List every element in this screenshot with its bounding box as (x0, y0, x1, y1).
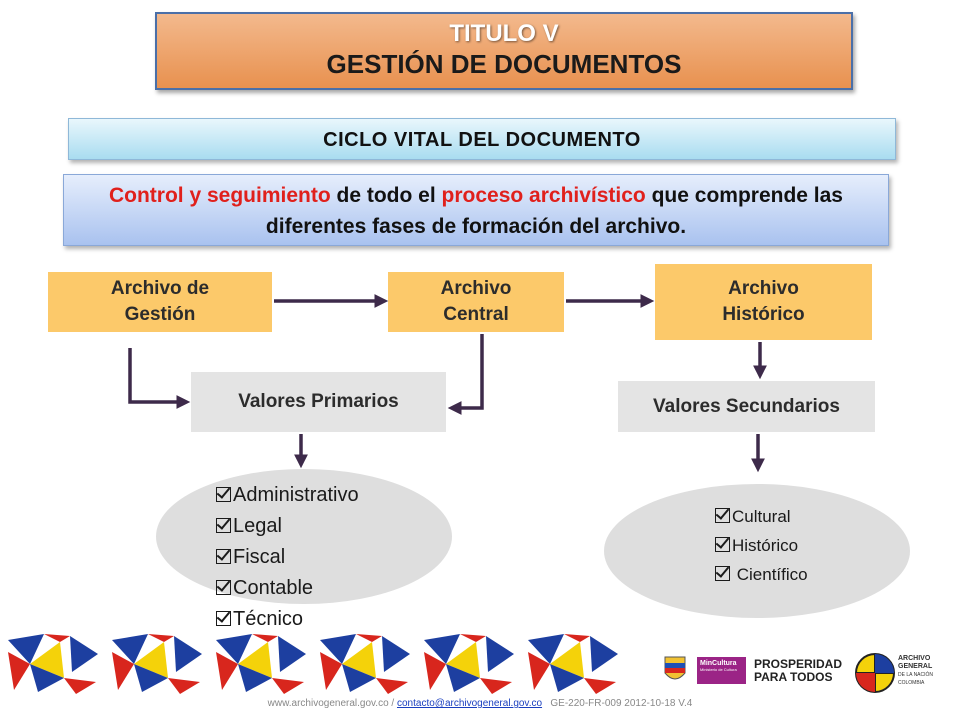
list-item: Técnico (216, 604, 436, 635)
decorative-pattern (0, 632, 690, 694)
description-highlight-1: Control y seguimiento (108, 184, 331, 207)
description-text-2: que comprende las diferentes fases de formación del archivo. (265, 184, 843, 238)
title-line-1: TITULO V (449, 20, 559, 47)
archivo-central-line-1: Archivo (440, 278, 512, 299)
list-item: Administrativo (216, 480, 436, 511)
footer: www.archivogeneral.gov.co / contacto@archivogeneral.gov.co GE-220-FR-009 2012-10-18 V.4 (267, 698, 693, 709)
footer-email-link[interactable]: contacto@archivogeneral.gov.co (396, 698, 543, 709)
mincultura-logo: MinCultura Ministerio de Cultura (697, 657, 746, 684)
archivo-gestion-line-1: Archivo de (110, 278, 210, 299)
list-item: Cultural (715, 502, 875, 531)
list-item: Contable (216, 573, 436, 604)
list-item: Legal (216, 511, 436, 542)
agn-logo-text: ARCHIVO GENERAL DE LA NACIÓN COLOMBIA (898, 655, 934, 686)
agn-emblem-icon (854, 652, 896, 694)
valores-secundarios-box: Valores Secundarios (618, 381, 875, 432)
archivo-central-line-2: Central (443, 304, 509, 325)
list-item: Científico (715, 560, 875, 589)
description-highlight-2: proceso archivístico (441, 184, 646, 207)
description-text-1: de todo el (330, 184, 442, 207)
list-item: Fiscal (216, 542, 436, 573)
valores-primarios-box: Valores Primarios (191, 372, 446, 432)
arrow-gestion-to-primarios (130, 348, 184, 402)
list-item: Histórico (715, 531, 875, 560)
arrow-central-to-primarios (454, 334, 482, 408)
title-line-2: GESTIÓN DE DOCUMENTOS (326, 49, 682, 79)
archivo-gestion-line-2: Gestión (124, 304, 196, 325)
archivo-historico-line-1: Archivo (728, 278, 799, 299)
archivo-historico-line-2: Histórico (722, 304, 805, 325)
footer-code: GE-220-FR-009 2012-10-18 V.4 (550, 698, 693, 709)
colombia-shield-icon (662, 653, 688, 687)
footer-site: www.archivogeneral.gov.co (267, 698, 389, 709)
prosperidad-logo: PROSPERIDAD PARA TODOS (754, 657, 843, 684)
subtitle-banner: CICLO VITAL DEL DOCUMENTO (68, 118, 896, 160)
